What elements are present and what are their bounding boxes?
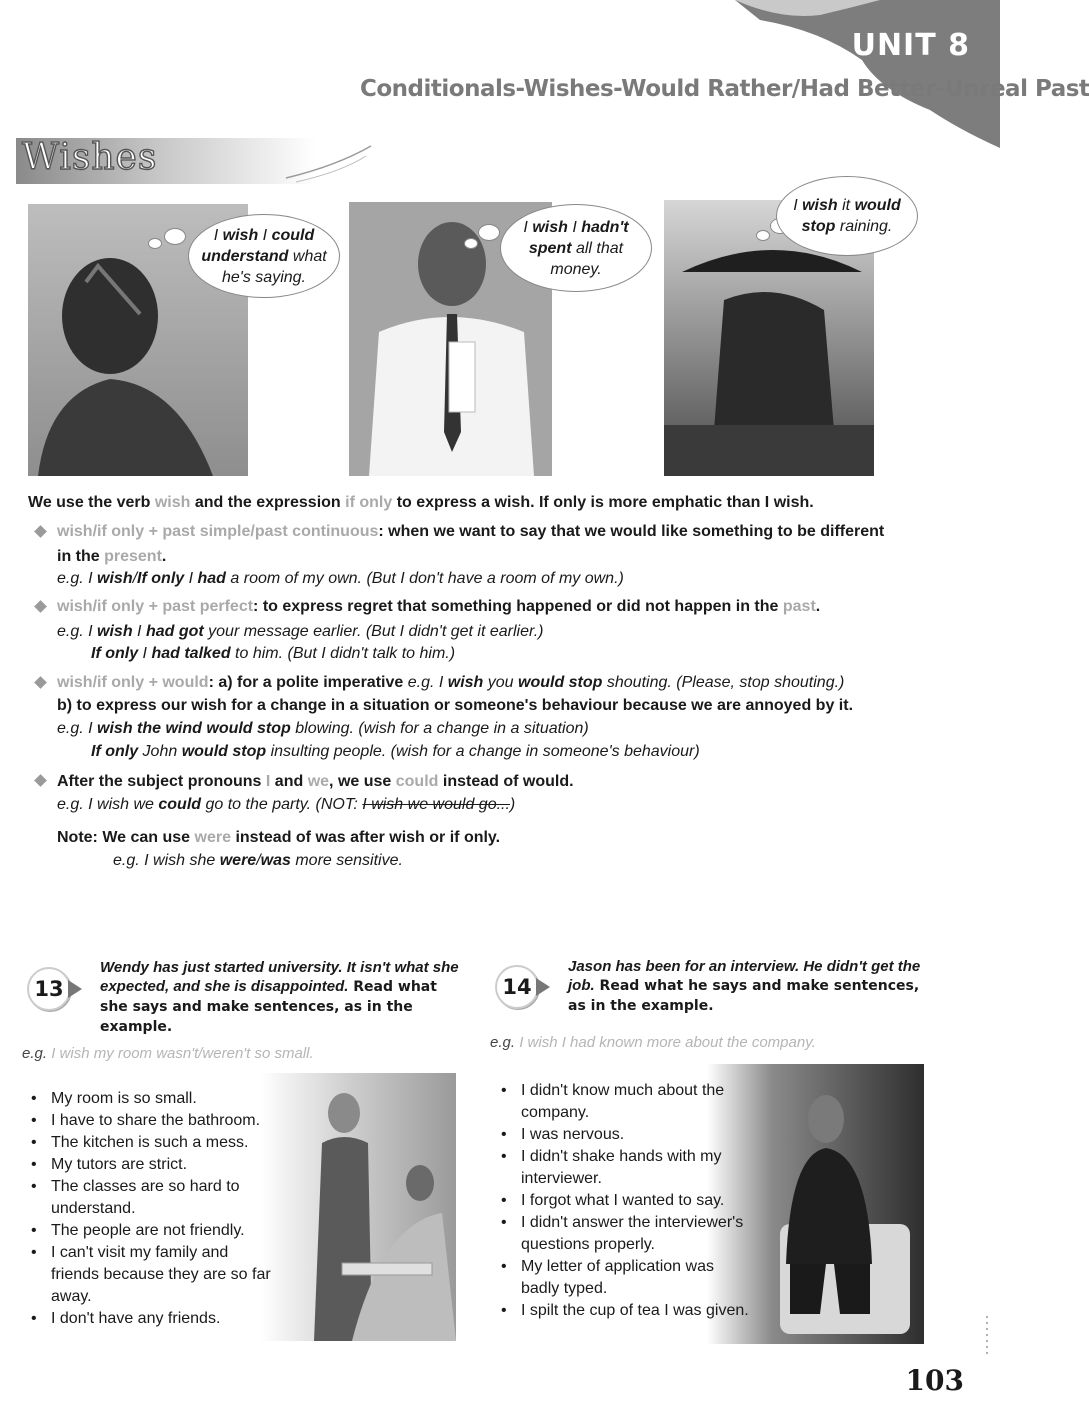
rule-4-text: After the subject pronouns I and we, we use could instead of would. [57,773,574,790]
list-item: • I forgot what I wanted to say. [497,1190,769,1212]
section-title: Wishes [22,137,158,178]
list-item: • My room is so small. [27,1088,299,1110]
speech-bubble: I wish I hadn't spent all that money. [500,204,652,292]
unit-subtitle: Conditionals-Wishes-Would Rather/Had Better-Unreal Past [360,76,1089,102]
list-item: • I didn't know much about the company. [497,1080,731,1124]
bullet-diamond [34,600,47,613]
exercise-13-list [27,1088,299,1330]
exercise-arrow [68,980,82,998]
intro-text: We use the verb wish and the expression if only to express a wish. If only is more emphatic than I wish. [28,494,814,511]
list-item: • I have to share the bathroom. [27,1110,299,1132]
bullet-diamond [34,525,47,538]
list-item: • My letter of application was badly typed. [497,1256,751,1300]
exercise-number: 13 [27,967,71,1011]
note-text: Note: We can use were instead of was after wish or if only. [57,829,501,846]
exercise-arrow [536,978,550,996]
speech-bubble: I wish it would stop raining. [776,176,918,256]
list-item: • I spilt the cup of tea I was given. [497,1300,769,1322]
thought-dot [756,230,770,241]
rule-3-example-1: e.g. I wish the wind would stop blowing. (wish for a change in a situation) [57,720,589,737]
thought-dot [478,224,500,241]
exercise-14-example: e.g. I wish I had known more about the company. [490,1034,816,1051]
page-number: 103 [905,1364,964,1397]
list-item: • The people are not friendly. [27,1220,299,1242]
list-item: • The classes are so hard to understand. [27,1176,271,1220]
rule-3-text-b: b) to express our wish for a change in a situation or someone's behaviour because we are annoyed by it. [57,697,854,714]
exercise-number: 14 [495,965,539,1009]
exercise-14-list [497,1080,769,1322]
thought-dot [148,238,162,249]
list-item: • I was nervous. [497,1124,769,1146]
unit-label: UNIT 8 [851,28,970,63]
exercise-14-instructions: Jason has been for an interview. He didn't get the job. Read what he says and make sentences, as in the example. [568,958,921,1014]
list-item: • The kitchen is such a mess. [27,1132,299,1154]
rule-2-text: wish/if only + past perfect: to express regret that something happened or did not happen in the past. [57,598,821,615]
list-item: • I don't have any friends. [27,1308,299,1330]
rule-3-text: wish/if only + would: a) for a polite imperative e.g. I wish you would stop shouting. (Please, stop shouting.) [57,674,845,691]
speech-bubble: I wish I could understand what he's saying. [188,214,340,298]
rule-1-text-cont: in the present. [57,548,167,565]
list-item: • My tutors are strict. [27,1154,299,1176]
thought-dot [464,238,478,249]
list-item: • I didn't answer the interviewer's questions properly. [497,1212,771,1256]
exercise-13-instructions: Wendy has just started university. It isn't what she expected, and she is disappointed. Read what she says and make sentences, as in the example. [100,959,459,1035]
list-item: • I didn't shake hands with my interviewer. [497,1146,771,1190]
rule-4-example: e.g. I wish we could go to the party. (NOT: I wish we would go...) [57,796,516,813]
rule-3-example-2: If only John would stop insulting people. (wish for a change in someone's behaviour) [91,743,700,760]
list-item: • I can't visit my family and friends because they are so far away. [27,1242,279,1308]
bullet-diamond [34,676,47,689]
note-example: e.g. I wish she were/was more sensitive. [113,852,403,869]
rule-1-example: e.g. I wish/If only I had a room of my own. (But I don't have a room of my own.) [57,570,624,587]
rule-2-example-1: e.g. I wish I had got your message earlier. (But I didn't get it earlier.) [57,623,544,640]
rule-2-example-2: If only I had talked to him. (But I didn't talk to him.) [91,645,456,662]
rule-1-text: wish/if only + past simple/past continuous: when we want to say that we would like something to be different [57,523,885,540]
exercise-13-example: e.g. I wish my room wasn't/weren't so small. [22,1045,314,1062]
bullet-diamond [34,774,47,787]
corner-decoration [0,0,1000,150]
thought-dot [164,228,186,245]
